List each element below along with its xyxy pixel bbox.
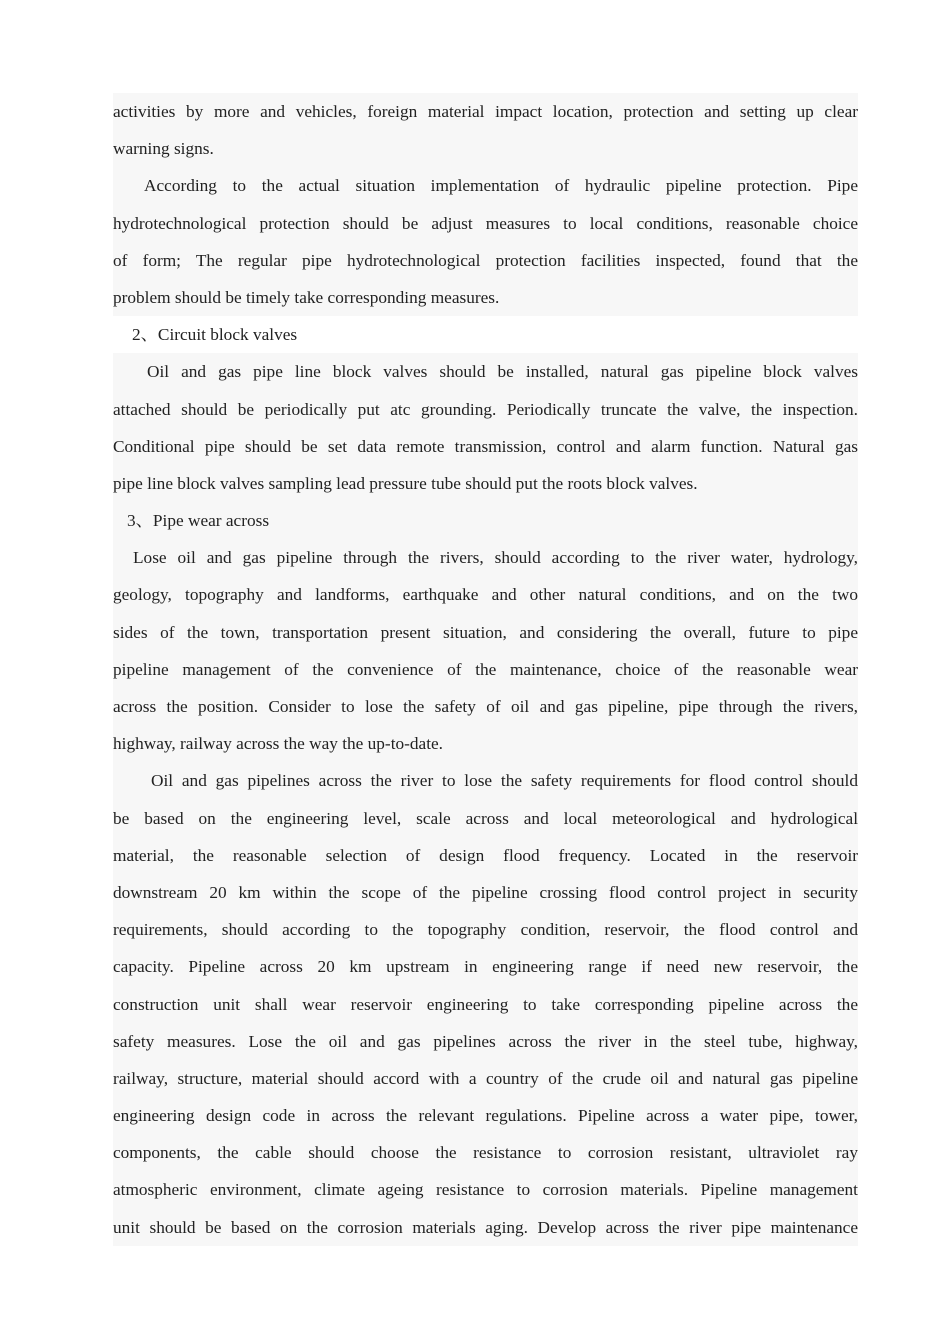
text-line: components, the cable should choose the resistance to corrosion resistant, ultraviolet ray	[113, 1134, 858, 1171]
text-line: highway, railway across the way the up-to-date.	[113, 725, 858, 762]
text-line: Lose oil and gas pipeline through the rivers, should according to the river water, hydrology,	[113, 539, 858, 576]
text-line: across the position. Consider to lose the safety of oil and gas pipeline, pipe through the rivers,	[113, 688, 858, 725]
section-heading-circuit-block-valves: 2、Circuit block valves	[132, 325, 298, 345]
paragraph-river-crossing	[113, 539, 858, 762]
text-line: attached should be periodically put atc grounding. Periodically truncate the valve, the inspection.	[113, 391, 858, 428]
text-line: warning signs.	[113, 130, 858, 167]
text-line: atmospheric environment, climate ageing resistance to corrosion materials. Pipeline management	[113, 1171, 858, 1208]
paragraph-flood-control	[113, 762, 858, 1245]
text-line: requirements, should according to the topography condition, reservoir, the flood control and	[113, 911, 858, 948]
text-line: of form; The regular pipe hydrotechnological protection facilities inspected, found that the	[113, 242, 858, 279]
text-line: sides of the town, transportation present situation, and considering the overall, future to pipe	[113, 614, 858, 651]
paragraph-warning-signs	[113, 93, 858, 167]
text-line: be based on the engineering level, scale across and local meteorological and hydrological	[113, 800, 858, 837]
document-body	[113, 93, 858, 1246]
text-line: problem should be timely take corresponding measures.	[113, 279, 858, 316]
text-line: pipe line block valves sampling lead pressure tube should put the roots block valves.	[113, 465, 858, 502]
paragraph-block-valves	[113, 353, 858, 502]
paragraph-hydraulic-protection	[113, 167, 858, 316]
text-line: safety measures. Lose the oil and gas pipelines across the river in the steel tube, highway,	[113, 1023, 858, 1060]
text-line: hydrotechnological protection should be adjust measures to local conditions, reasonable choice	[113, 205, 858, 242]
text-line: Conditional pipe should be set data remote transmission, control and alarm function. Natural gas	[113, 428, 858, 465]
text-line: engineering design code in across the relevant regulations. Pipeline across a water pipe, tower,	[113, 1097, 858, 1134]
text-line: Oil and gas pipelines across the river to lose the safety requirements for flood control should	[113, 762, 858, 799]
text-line: material, the reasonable selection of design flood frequency. Located in the reservoir	[113, 837, 858, 874]
text-line: railway, structure, material should accord with a country of the crude oil and natural gas pipeline	[113, 1060, 858, 1097]
text-line: activities by more and vehicles, foreign material impact location, protection and setting up clear	[113, 93, 858, 130]
text-line: Oil and gas pipe line block valves should be installed, natural gas pipeline block valves	[113, 353, 858, 390]
text-line: downstream 20 km within the scope of the pipeline crossing flood control project in security	[113, 874, 858, 911]
section-heading-pipe-wear-across: 3、Pipe wear across	[113, 502, 858, 539]
text-line: pipeline management of the convenience of the maintenance, choice of the reasonable wear	[113, 651, 858, 688]
text-line: geology, topography and landforms, earthquake and other natural conditions, and on the two	[113, 576, 858, 613]
text-line: capacity. Pipeline across 20 km upstream in engineering range if need new reservoir, the	[113, 948, 858, 985]
text-line: unit should be based on the corrosion materials aging. Develop across the river pipe maintenance	[113, 1209, 858, 1246]
text-line: According to the actual situation implementation of hydraulic pipeline protection. Pipe	[113, 167, 858, 204]
text-line: construction unit shall wear reservoir engineering to take corresponding pipeline across the	[113, 986, 858, 1023]
